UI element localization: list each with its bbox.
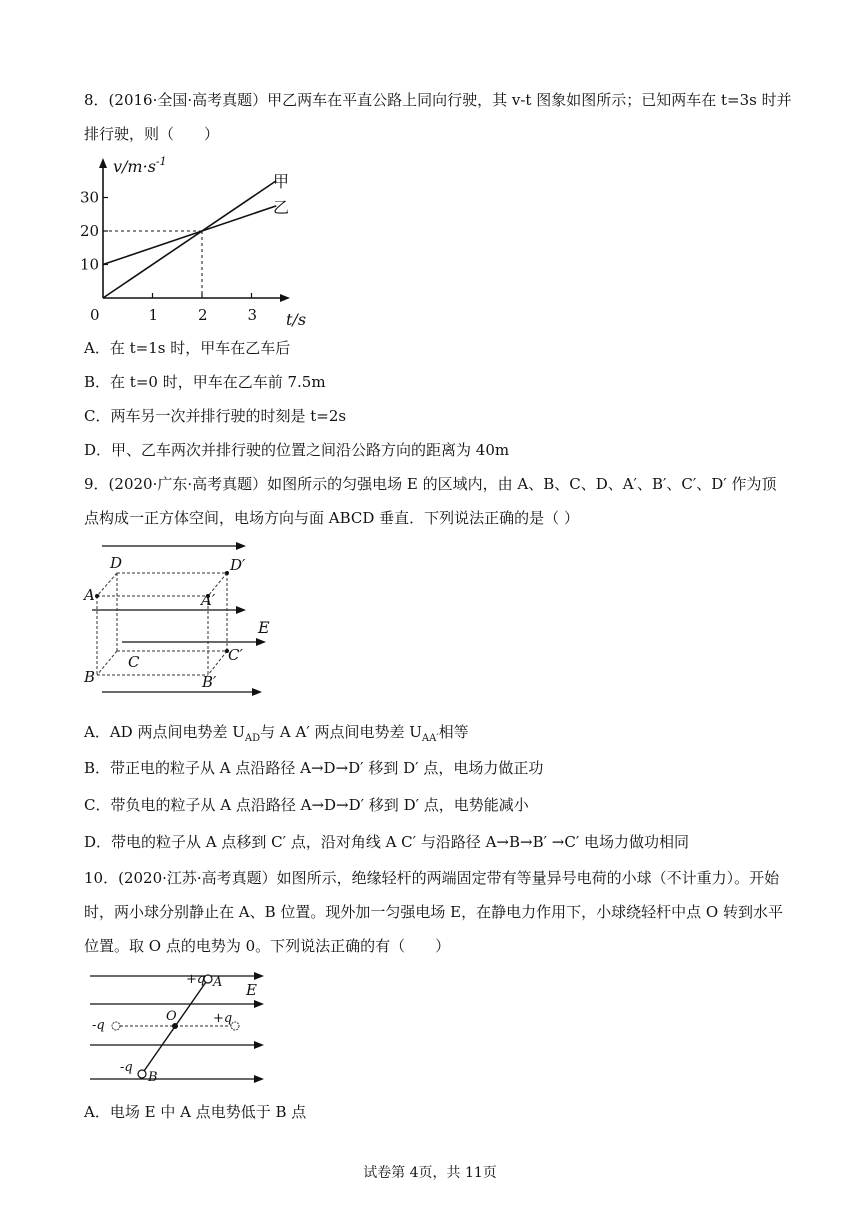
q9-option-a: A．AD 两点间电势差 $U_{AD}$与 A A′ 两点间电势差 $U_{AA'}$相等 [84,723,469,744]
series-line-yi [103,206,276,265]
x-axis-arrow [280,294,290,302]
q9-stem-line1: 9．(2020·广东·高考真题）如图所示的匀强电场 E 的区域内，由 A、B、C、D、A′、B′、C′、D′ 作为顶 [84,475,777,493]
label-plus-q-A: +q [186,972,206,987]
q9-option-b: B．带正电的粒子从 A 点沿路径 A→D→D′ 移到 D′ 点，电场力做正功 [84,759,544,777]
label-A-prime: A′ [201,591,216,609]
series-label-jia: 甲 [273,172,290,191]
label-E: E [246,981,257,999]
label-A: A [213,975,223,990]
q10-rod-field-figure [86,965,272,1089]
label-B: B [148,1070,158,1085]
page-footer: 试卷第 4页，共 11页 [363,1165,497,1181]
q8-option-c: C．两车另一次并排行驶的时刻是 t=2s [84,407,347,425]
label-C-prime: C′ [228,646,243,664]
y-tick-label-30: 30 [80,188,100,207]
q10-stem-line3: 位置。取 O 点的电势为 0。下列说法正确的有（ ） [84,937,451,955]
label-minus-q-left: -q [92,1018,105,1033]
q8-stem-line2: 排行驶，则（ ） [84,125,220,143]
label-D: D [110,554,123,572]
series-line-jia [103,181,276,298]
q9-cube-field-figure [80,535,270,707]
label-B-prime: B′ [202,673,217,691]
label-A: A [84,586,95,604]
q9-option-d: D．带电的粒子从 A 点移到 C′ 点，沿对角线 A C′ 与沿路径 A→B→B′ →C′ 电场力做功相同 [84,833,690,851]
series-label-yi: 乙 [273,198,290,217]
label-O: O [166,1009,177,1024]
label-E: E [258,618,270,637]
q8-stem-line1: 8．(2016·全国·高考真题）甲乙两车在平直公路上同向行驶，其 v-t 图象如图所示；已知两车在 t=3s 时并 [84,91,792,109]
y-axis-label-sup: -1 [155,155,167,168]
q8-option-a: A．在 t=1s 时，甲车在乙车后 [84,339,291,357]
origin-label: 0 [90,306,100,324]
q10-stem-line1: 10．(2020·江苏·高考真题）如图所示，绝缘轻杆的两端固定带有等量异号电荷的小球（不计重力）。开始 [84,869,780,887]
y-tick-label-20: 20 [80,222,100,240]
label-D-prime: D′ [230,556,246,574]
q9-option-c: C．带负电的粒子从 A 点沿路径 A→D→D′ 移到 D′ 点，电势能减小 [84,796,529,814]
label-B: B [84,668,96,686]
q9-stem-line2: 点构成一正方体空间，电场方向与面 ABCD 垂直．下列说法正确的是（ ） [84,509,579,527]
y-axis-arrow [99,158,107,168]
x-tick-label-3: 3 [247,306,258,324]
q8-option-b: B．在 t=0 时，甲车在乙车前 7.5m [84,373,326,391]
y-axis-label: $v/m\cdot s^{-1}$ [113,155,167,176]
x-tick-label-1: 1 [148,306,159,324]
q8-vt-graph [80,150,310,328]
x-tick-label-2: 2 [198,306,208,324]
y-tick-label-10: 10 [80,255,100,274]
q10-stem-line2: 时，两小球分别静止在 A、B 位置。现外加一匀强电场 E，在静电力作用下，小球绕轻杆中点 O 转到水平 [84,903,783,921]
x-axis-label: t/s [286,310,307,328]
label-minus-q-B: -q [120,1060,133,1075]
q10-option-a: A．电场 E 中 A 点电势低于 B 点 [84,1103,307,1121]
label-plus-q-right: +q [213,1011,233,1026]
q8-option-d: D．甲、乙车两次并排行驶的位置之间沿公路方向的距离为 40m [84,441,510,459]
label-C: C [128,653,140,671]
